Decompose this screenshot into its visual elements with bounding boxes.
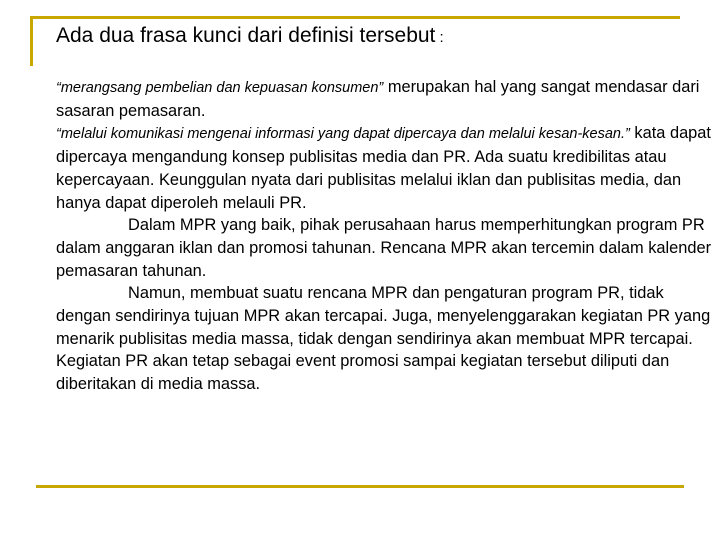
slide-title-text: Ada dua frasa kunci dari definisi tersebut [56,24,436,47]
paragraph-1-quote: “merangsang pembelian dan kepuasan konsumen” [56,80,384,96]
paragraph-2 [56,122,712,214]
paragraph-1-text: merupakan hal yang sangat mendasar dari sasaran pemasaran. [56,78,700,120]
slide-body [56,76,712,396]
slide-title [56,24,444,48]
slide-title-colon: : [435,29,444,46]
paragraph-3-text: Dalam MPR yang baik, pihak perusahaan harus memperhitungkan program PR dalam anggaran iklan dan promosi tahunan. Rencana MPR akan tercemin dalam kalender pemasaran tahunan. [56,216,712,280]
paragraph-4 [56,282,712,396]
paragraph-2-quote: “melalui komunikasi mengenai informasi yang dapat dipercaya dan melalui kesan-kesan.” [56,126,630,143]
decorative-vertical-line [30,16,33,66]
decorative-bottom-line [36,485,684,488]
paragraph-3-indent [56,216,128,234]
paragraph-4-text: Namun, membuat suatu rencana MPR dan pengaturan program PR, tidak dengan sendirinya tujuan MPR akan tercapai. Juga, menyelenggarakan kegiatan PR yang menarik publisitas media massa, tidak dengan sendirinya akan membuat MPR tercapai. Kegiatan PR akan tetap sebagai event promosi sampai kegiatan tersebut diliputi dan diberitakan di media massa. [56,284,711,394]
paragraph-2-text: kata dapat dipercaya mengandung konsep publisitas media dan PR. Ada suatu kredibilitas atau kepercayaan. Keunggulan nyata dari publisitas melalui iklan dan publisitas media, dan hanya dapat diperoleh melauli PR. [56,124,711,212]
paragraph-3 [56,214,712,282]
paragraph-4-indent [56,284,128,302]
paragraph-1 [56,76,712,122]
decorative-top-line [30,16,680,19]
